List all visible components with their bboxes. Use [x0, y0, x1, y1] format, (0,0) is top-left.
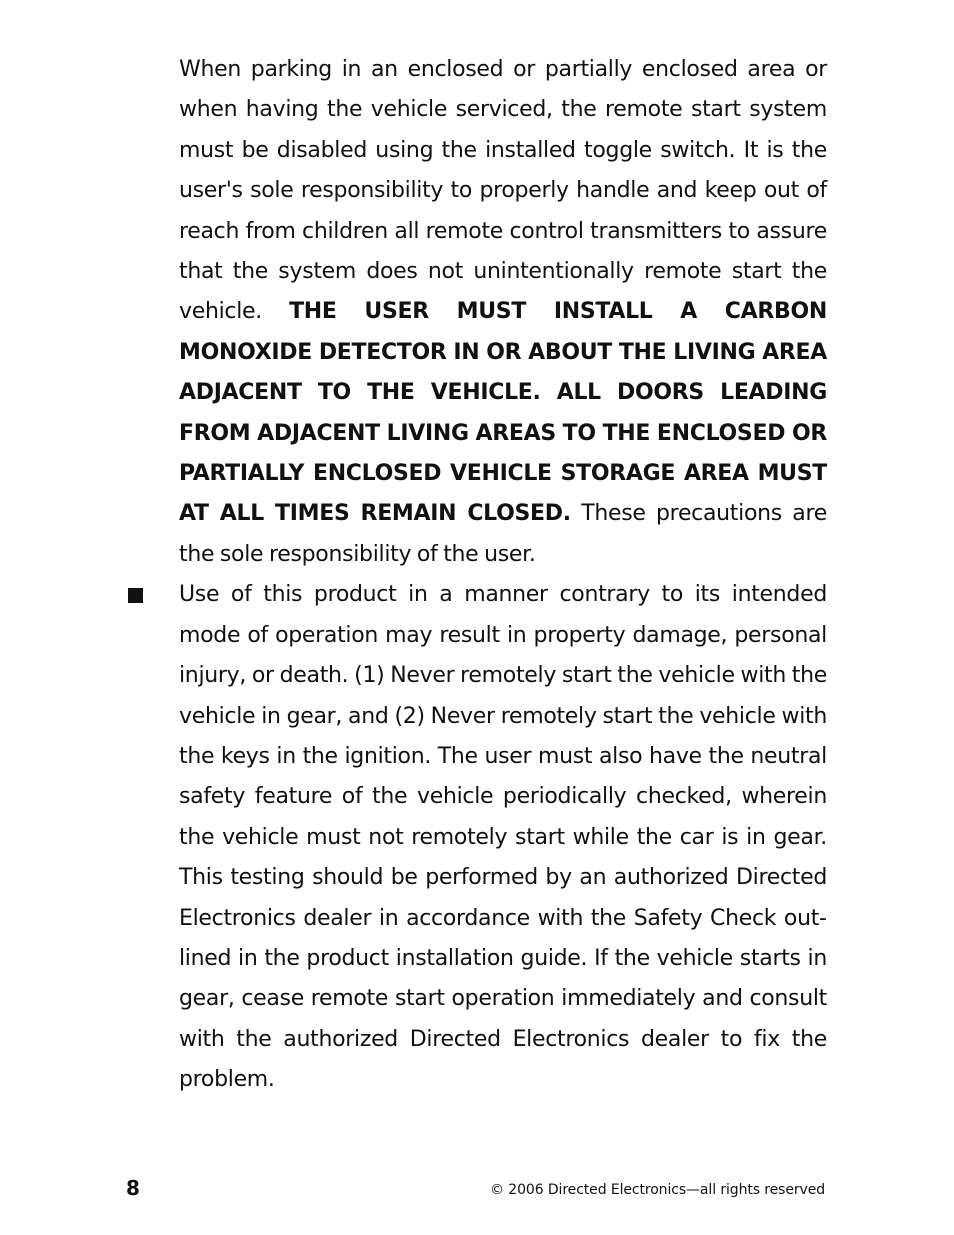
list-item	[179, 575, 827, 1100]
bullet-text: Use of this product in a manner contrary to its intended mode of operation may result in property damage, personal injury, or death. (1) Never remotely start the vehicle with the vehicle in gear, and (2) Never remotely start the vehicle with the keys in the ignition. The user must also have the neutral safety feature of the vehicle periodically checked, wherein the vehicle must not remotely start while the car is in gear. This testing should be performed by an authorized Directed Electronics dealer in accordance with the Safety Check outlined in the product installation guide. If the vehicle starts in gear, cease remote start operation immediately and consult with the authorized Directed Electronics dealer to fix the problem.	[179, 582, 827, 1093]
square-bullet-icon	[128, 588, 143, 603]
page-number: 8	[126, 1176, 140, 1200]
carbon-monoxide-warning: THE USER MUST INSTALL A CARBON MONOXIDE DETECTOR IN OR ABOUT THE LIVING AREA ADJACENT TO THE VEHICLE. ALL DOORS LEADING FROM ADJACENT LIVING AREAS TO THE ENCLOSED OR PARTIALLY ENCLOSED VEHICLE STORAGE AREA MUST AT ALL TIMES REMAIN CLOSED.	[179, 299, 828, 527]
copyright-notice: © 2006 Directed Electronics—all rights reserved	[490, 1182, 825, 1198]
document-body	[179, 50, 827, 1101]
paragraph-tail: These precautions are the sole responsibility of the user.	[179, 501, 827, 567]
paragraph-text: When parking in an enclosed or partially enclosed area or when having the vehicle serviced, the remote start system must be disabled using the installed toggle switch. It is the user's sole responsibility to properly handle and keep out of reach from children all remote control transmitters to assure that the system does not unintentionally remote start the vehicle.	[179, 57, 827, 325]
paragraph-parking-warning	[179, 50, 827, 575]
